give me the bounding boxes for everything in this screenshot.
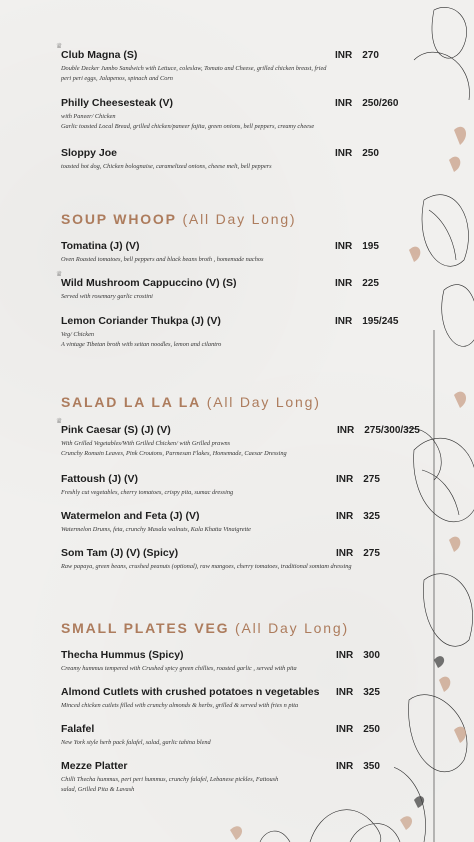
item-description: [61, 112, 406, 132]
item-price: [336, 649, 380, 662]
item-description: [61, 562, 406, 572]
currency-label: INR: [335, 148, 353, 159]
item-price: [337, 424, 420, 437]
section-title: SALAD LA LA LA: [61, 394, 202, 410]
item-price: [336, 686, 380, 699]
section-subtitle: (All Day Long): [206, 394, 321, 410]
item-price: [335, 147, 379, 160]
item-price: [335, 315, 398, 328]
item-description: [61, 664, 406, 674]
description-line: Served with rosemary garlic crostini: [61, 293, 153, 300]
menu-item: [61, 315, 406, 350]
item-name: Wild Mushroom Cappuccino (V) (S): [61, 277, 237, 289]
currency-label: INR: [336, 474, 354, 485]
menu-item: [56, 43, 406, 84]
menu-item: [56, 271, 406, 302]
currency-label: INR: [336, 687, 354, 698]
chef-hat-icon: ♕: [56, 418, 63, 425]
price-value: 250: [363, 724, 380, 735]
menu-item: [61, 240, 406, 265]
section-heading-soup: [61, 211, 296, 227]
menu-item: [61, 473, 406, 498]
description-line: New York style herb pack falafel, salad, garlic tahina blend: [61, 739, 211, 746]
item-description: [61, 488, 406, 498]
price-value: 270: [362, 50, 379, 61]
floral-decoration: [394, 0, 474, 842]
description-line: Freshly cut vegetables, cherry tomatoes, crispy pita, sumac dressing: [61, 489, 234, 496]
currency-label: INR: [335, 241, 353, 252]
item-name: Falafel: [61, 723, 95, 735]
description-line: Creamy hummus tempered with Crushed spicy green chillies, roasted garlic , served with pita: [61, 665, 297, 672]
price-value: 325: [363, 687, 380, 698]
description-line: A vintage Tibetan broth with seitan noodles, lemon and cilantro: [61, 341, 222, 348]
price-value: 325: [363, 511, 380, 522]
description-line: peri peri eggs, Jalapenos, spinach and Corn: [61, 75, 173, 82]
description-line: salad, Grilled Pita & Lavash: [61, 786, 135, 793]
item-price: [336, 547, 380, 560]
description-line: toasted hot dog, Chicken bolognaise, caramelized onions, cheese melt, bell peppers: [61, 163, 272, 170]
price-value: 275: [363, 548, 380, 559]
item-description: [61, 255, 406, 265]
menu-item: [61, 97, 406, 132]
price-value: 195: [362, 241, 379, 252]
description-line: Crunchy Romain Leaves, Pink Croutons, Parmesan Flakes, Homemade, Caesar Dressing: [61, 450, 287, 457]
item-price: [335, 240, 379, 253]
description-line: Minced chicken cutlets filled with crunchy almonds & herbs, grilled & served with fries n pita: [61, 702, 299, 709]
price-value: 225: [362, 278, 379, 289]
item-price: [336, 723, 380, 736]
item-price: [335, 97, 398, 110]
chef-hat-icon: ♕: [56, 271, 63, 278]
currency-label: INR: [336, 548, 354, 559]
price-value: 250: [362, 148, 379, 159]
item-name: Watermelon and Feta (J) (V): [61, 510, 200, 522]
item-name: Sloppy Joe: [61, 147, 118, 159]
currency-label: INR: [336, 724, 354, 735]
price-value: 350: [363, 761, 380, 772]
section-title: SOUP WHOOP: [61, 211, 177, 227]
menu-item: [61, 147, 406, 172]
menu-item: [61, 686, 406, 711]
menu-item: [61, 723, 406, 748]
section-title: SMALL PLATES VEG: [61, 620, 230, 636]
section-heading-small-plates: [61, 620, 349, 636]
currency-label: INR: [336, 511, 354, 522]
price-value: 275/300/325: [364, 425, 420, 436]
item-name: Philly Cheesesteak (V): [61, 97, 174, 109]
menu-item: [61, 510, 406, 535]
item-description: [61, 64, 406, 84]
currency-label: INR: [335, 278, 353, 289]
item-description: [61, 701, 406, 711]
item-name: Som Tam (J) (V) (Spicy): [61, 547, 179, 559]
description-line: With Grilled Vegetables/With Grilled Chicken/ with Grilled prawns: [61, 440, 231, 447]
item-description: [61, 738, 406, 748]
description-line: Raw papaya, green beans, crushed peanuts (optional), raw mangoes, cherry tomatoes, traditional somtam dressing: [61, 563, 352, 570]
item-name: Tomatina (J) (V): [61, 240, 140, 252]
item-name: Mezze Platter: [61, 760, 128, 772]
item-price: [336, 473, 380, 486]
item-name: Lemon Coriander Thukpa (J) (V): [61, 315, 221, 327]
currency-label: INR: [335, 98, 353, 109]
description-line: Garlic toasted Local Bread, grilled chicken/paneer fajita, green onions, bell peppers, creamy cheese: [61, 123, 315, 130]
description-line: with Paneer/ Chicken: [61, 113, 116, 120]
currency-label: INR: [335, 50, 353, 61]
menu-item: [61, 547, 406, 572]
section-heading-salad: [61, 394, 321, 410]
item-name: Fattoush (J) (V): [61, 473, 138, 485]
currency-label: INR: [336, 650, 354, 661]
item-name: Pink Caesar (S) (J) (V): [61, 424, 171, 436]
currency-label: INR: [336, 761, 354, 772]
item-description: [61, 330, 406, 350]
item-description: [61, 292, 406, 302]
menu-item: [56, 418, 420, 459]
item-description: [61, 775, 406, 795]
item-name: Club Magna (S): [61, 49, 138, 61]
price-value: 275: [363, 474, 380, 485]
description-line: Oven Roasted tomatoes, bell peppers and black beans broth , homemade nachos: [61, 256, 264, 263]
menu-item: [61, 760, 406, 795]
currency-label: INR: [335, 316, 353, 327]
item-description: [61, 525, 406, 535]
section-subtitle: (All Day Long): [235, 620, 349, 636]
description-line: Watermelon Drums, feta, crunchy Masala walnuts, Kala Khatta Vinaigrette: [61, 526, 251, 533]
item-price: [335, 277, 379, 290]
item-description: [61, 162, 406, 172]
description-line: Double Decker Jumbo Sandwich with Lettuce, coleslaw, Tomato and Cheese, grilled chicken breast, fried: [61, 65, 327, 72]
description-line: Veg/ Chicken: [61, 331, 95, 338]
price-value: 250/260: [362, 98, 399, 109]
price-value: 195/245: [362, 316, 399, 327]
currency-label: INR: [337, 425, 355, 436]
menu-item: [61, 649, 406, 674]
item-name: Thecha Hummus (Spicy): [61, 649, 184, 661]
chef-hat-icon: ♕: [56, 43, 63, 50]
description-line: Chilli Thecha hummus, peri peri hummus, crunchy falafel, Lebanese pickles, Fattoush: [61, 776, 279, 783]
item-price: [335, 49, 379, 62]
price-value: 300: [363, 650, 380, 661]
item-price: [336, 510, 380, 523]
item-description: [61, 439, 406, 459]
item-price: [336, 760, 380, 773]
section-subtitle: (All Day Long): [182, 211, 297, 227]
item-name: Almond Cutlets with crushed potatoes n vegetables: [61, 686, 320, 698]
